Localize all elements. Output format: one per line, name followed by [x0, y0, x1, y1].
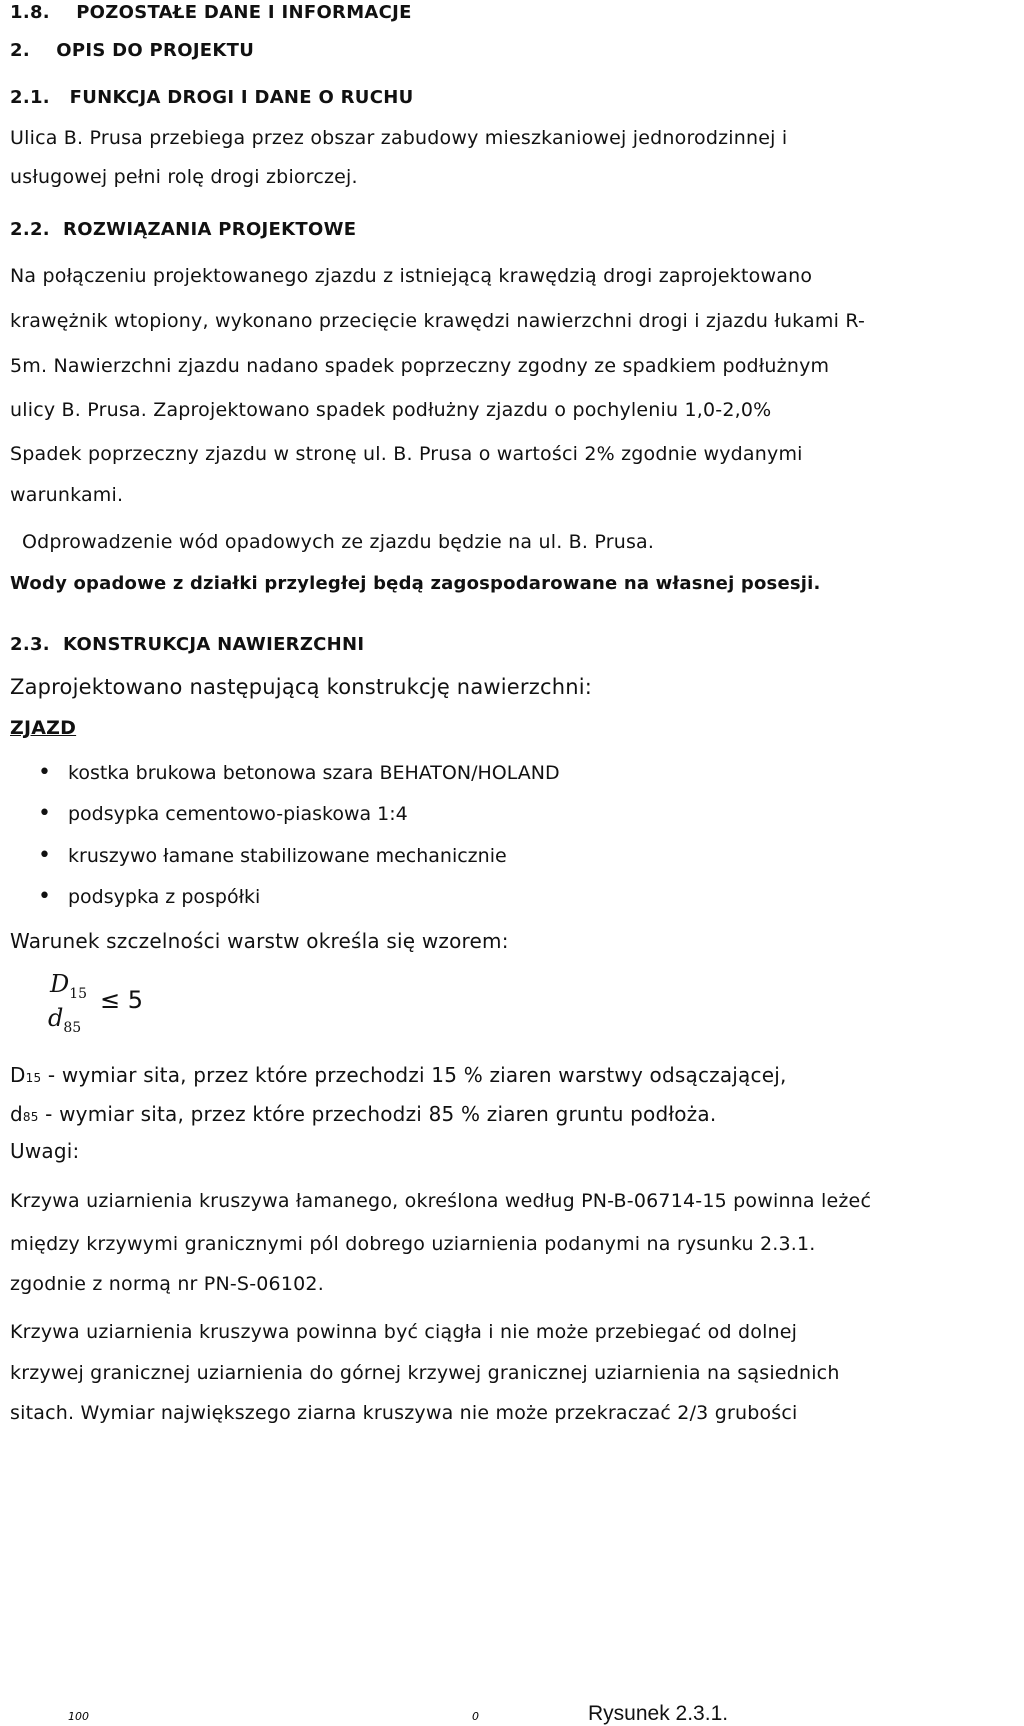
para-2-2-line-1: Na połączeniu projektowanego zjazdu z istniejącą krawędzią drogi zaprojektowano	[10, 265, 813, 287]
notes-1-line-1: Krzywa uziarnienia kruszywa łamanego, określona według PN-B-06714-15 powinna leżeć	[10, 1190, 872, 1212]
para-2-3-intro: Zaprojektowano następującą konstrukcję nawierzchni:	[10, 675, 593, 699]
figure-caption: Rysunek 2.3.1.	[588, 1702, 729, 1725]
para-2-2-line-8: Wody opadowe z działki przyległej będą zagospodarowane na własnej posesji.	[10, 573, 821, 594]
d15-definition: D15 - wymiar sita, przez które przechodzi 15 % ziaren warstwy odsączającej,	[10, 1063, 787, 1087]
notes-2-line-1: Krzywa uziarnienia kruszywa powinna być ciągła i nie może przebiegać od dolnej	[10, 1321, 798, 1343]
bullet-item-2: • podsypka cementowo-piaskowa 1:4	[38, 801, 408, 826]
notes-2-line-2: krzywej granicznej uziarnienia do górnej krzywej granicznej uziarnienia na sąsiednich	[10, 1362, 840, 1384]
para-2-2-line-6: warunkami.	[10, 484, 124, 506]
heading-2: 2. OPIS DO PROJEKTU	[10, 40, 255, 61]
left-axis-tick-100: 100	[68, 1710, 89, 1723]
zjazd-label: ZJAZD	[10, 717, 77, 739]
heading-1-8: 1.8. POZOSTAŁE DANE I INFORMACJE	[10, 2, 412, 23]
para-2-2-line-2: krawężnik wtopiony, wykonano przecięcie krawędzi nawierzchni drogi i zjazdu łukami R-	[10, 310, 866, 332]
para-2-2-line-5: Spadek poprzeczny zjazdu w stronę ul. B. Prusa o wartości 2% zgodnie wydanymi	[10, 443, 803, 465]
para-2-1-line-1: Ulica B. Prusa przebiega przez obszar zabudowy mieszkaniowej jednorodzinnej i	[10, 127, 788, 149]
para-2-2-line-4: ulicy B. Prusa. Zaprojektowano spadek podłużny zjazdu o pochyleniu 1,0-2,0%	[10, 399, 772, 421]
notes-2-line-3: sitach. Wymiar największego ziarna kruszywa nie może przekraczać 2/3 grubości	[10, 1402, 798, 1424]
heading-2-1: 2.1. FUNKCJA DROGI I DANE O RUCHU	[10, 87, 414, 108]
heading-2-2: 2.2. ROZWIĄZANIA PROJEKTOWE	[10, 219, 357, 240]
para-2-1-line-2: usługowej pełni rolę drogi zbiorczej.	[10, 166, 358, 188]
para-2-2-line-7: Odprowadzenie wód opadowych ze zjazdu będzie na ul. B. Prusa.	[22, 531, 655, 553]
d85-definition: d85 - wymiar sita, przez które przechodzi 85 % ziaren gruntu podłoża.	[10, 1102, 717, 1126]
filter-formula: $D_{15}$ $d_{85}$ ≤ 5	[48, 970, 144, 1036]
condition-text: Warunek szczelności warstw określa się wzorem:	[10, 929, 509, 953]
notes-label: Uwagi:	[10, 1139, 80, 1163]
bullet-item-4: • podsypka z pospółki	[38, 884, 261, 909]
grain-size-chart	[44, 1700, 504, 1725]
notes-1-line-3: zgodnie z normą nr PN-S-06102.	[10, 1273, 324, 1295]
para-2-2-line-3: 5m. Nawierzchni zjazdu nadano spadek poprzeczny zgodny ze spadkiem podłużnym	[10, 355, 830, 377]
notes-1-line-2: między krzywymi granicznymi pól dobrego uziarnienia podanymi na rysunku 2.3.1.	[10, 1233, 816, 1255]
right-axis-tick-0: 0	[472, 1710, 479, 1723]
bullet-item-3: • kruszywo łamane stabilizowane mechanicznie	[38, 843, 507, 868]
heading-2-3: 2.3. KONSTRUKCJA NAWIERZCHNI	[10, 634, 365, 655]
bullet-item-1: • kostka brukowa betonowa szara BEHATON/HOLAND	[38, 760, 560, 785]
